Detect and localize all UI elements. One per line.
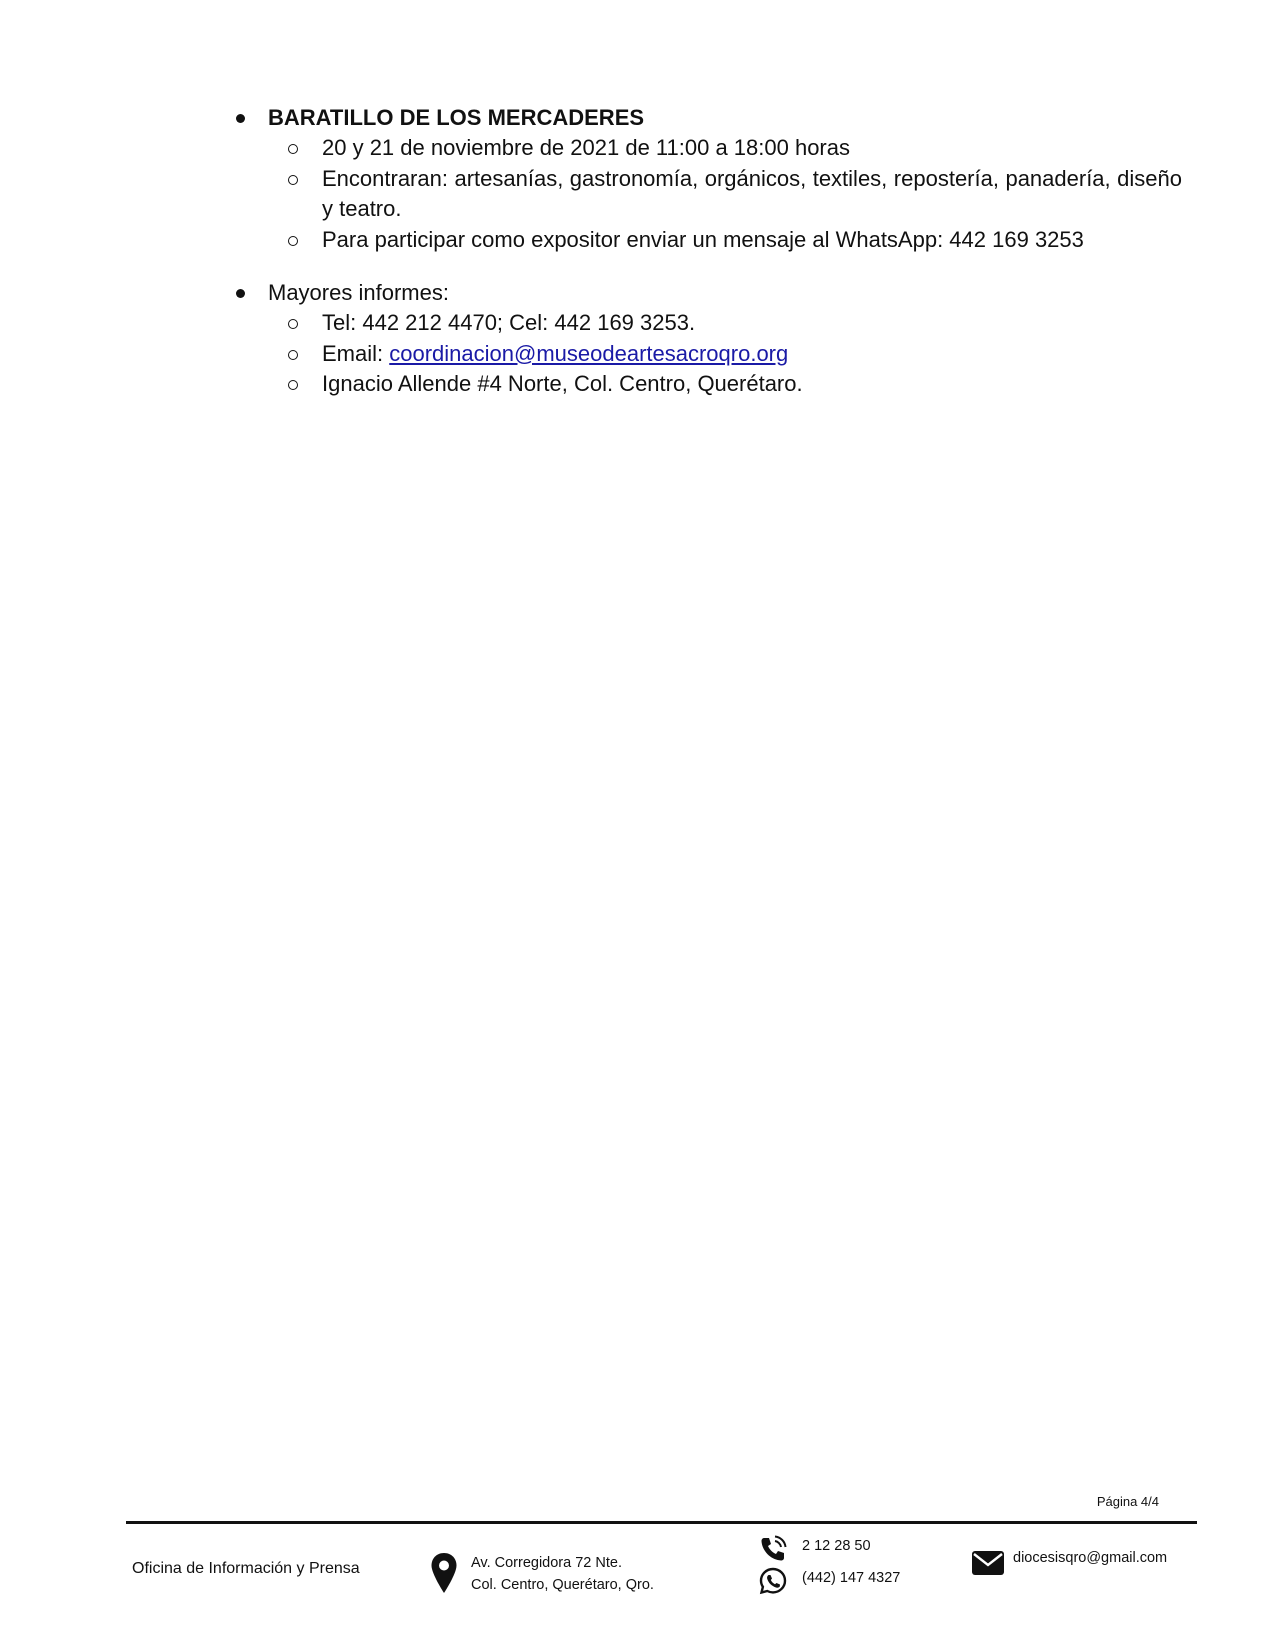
address-text: Ignacio Allende #4 Norte, Col. Centro, Querétaro. (322, 371, 803, 396)
footer-whatsapp: (442) 147 4327 (802, 1570, 901, 1586)
list-item (232, 225, 1182, 256)
circle-bullet-icon (288, 144, 298, 154)
section-heading: Mayores informes: (268, 280, 449, 305)
phone-icon (759, 1535, 787, 1563)
footer-email: diocesisqro@gmail.com (1013, 1550, 1168, 1566)
section-baratillo (232, 103, 1182, 255)
list-item (232, 339, 1182, 370)
circle-bullet-icon (288, 175, 298, 185)
footer-address-line1: Av. Corregidora 72 Nte. (471, 1555, 622, 1571)
envelope-icon (971, 1550, 1005, 1576)
section-informes (232, 278, 1182, 400)
email-link[interactable]: coordinacion@museodeartesacroqro.org (389, 340, 789, 366)
section-heading-row (232, 103, 1182, 133)
circle-bullet-icon (288, 319, 298, 329)
footer-phone: 2 12 28 50 (802, 1538, 871, 1554)
footer-divider (126, 1521, 1197, 1524)
whatsapp-icon (759, 1567, 787, 1595)
list-item (232, 133, 1182, 164)
footer-office-name: Oficina de Información y Prensa (132, 1560, 360, 1577)
sub-list (232, 308, 1182, 400)
tel-text: Tel: 442 212 4470; Cel: 442 169 3253. (322, 310, 696, 335)
location-pin-icon (430, 1552, 458, 1594)
circle-bullet-icon (288, 350, 298, 360)
footer-address (471, 1552, 654, 1596)
footer-address-line2: Col. Centro, Querétaro, Qro. (471, 1577, 654, 1593)
bullet-icon (236, 114, 245, 123)
list-item-text: 20 y 21 de noviembre de 2021 de 11:00 a 18:00 horas (322, 135, 850, 160)
list-item-text: Encontraran: artesanías, gastronomía, orgánicos, textiles, repostería, panadería, diseño y teatro. (322, 165, 1182, 221)
list-item-text: Para participar como expositor enviar un mensaje al WhatsApp: 442 169 3253 (322, 226, 1084, 252)
list-item (232, 308, 1182, 339)
section-heading-row (232, 278, 1182, 308)
section-heading: BARATILLO DE LOS MERCADERES (268, 105, 645, 130)
list-item (232, 369, 1182, 400)
email-label: Email: (322, 340, 390, 366)
bullet-icon (236, 289, 245, 298)
sub-list (232, 133, 1182, 255)
list-item (232, 164, 1182, 225)
circle-bullet-icon (288, 380, 298, 390)
page-number: Página 4/4 (1096, 1494, 1159, 1509)
circle-bullet-icon (288, 236, 298, 246)
